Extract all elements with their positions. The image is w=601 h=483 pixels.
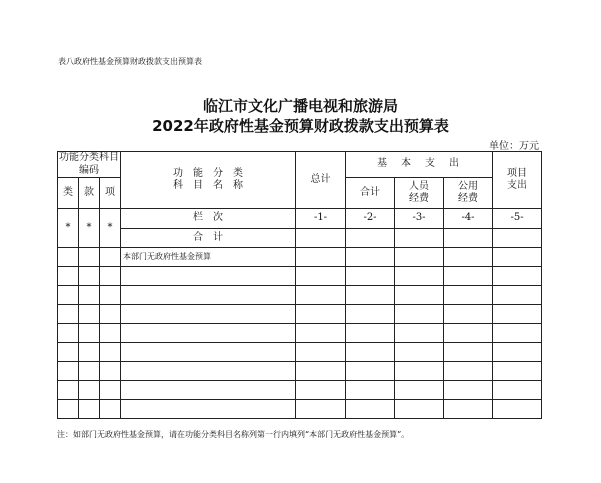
table-cell [444,343,493,362]
table-cell [296,343,346,362]
table-cell [58,381,79,400]
table-cell [296,286,346,305]
table-cell [79,286,100,305]
table-cell [395,248,444,267]
table-cell [121,324,296,343]
table-cell [395,381,444,400]
header-basic-expense: 基 本 支 出 [346,152,493,178]
table-cell [395,286,444,305]
first-row-func-name: 本部门无政府性基金预算 [121,248,296,267]
header-row [58,152,542,178]
column-index-5: -5- [493,209,542,229]
header-xiang: 项 [100,178,121,209]
header-kuan: 款 [79,178,100,209]
table-cell [100,305,121,324]
table-row [58,343,542,362]
header-personnel [395,178,444,209]
table-row [58,267,542,286]
table-cell [493,267,542,286]
header-project-line2: 支出 [507,180,528,191]
table-cell [493,324,542,343]
table-row [58,305,542,324]
table-cell [296,324,346,343]
header-project [493,152,542,209]
table-cell [444,381,493,400]
table-cell [444,267,493,286]
column-index-3: -3- [395,209,444,229]
header-func-code: 功能分类科目编码 [59,152,119,176]
star-kuan: * [79,209,100,248]
table-cell [346,400,395,419]
table-cell [444,324,493,343]
table-cell [100,286,121,305]
table-cell [346,267,395,286]
table-cell [493,248,542,267]
table-cell [346,381,395,400]
header-personnel-line2: 经费 [409,193,429,204]
table-cell [58,362,79,381]
table-cell [346,229,395,248]
header-func-name-line1: 功 能 分 类 [173,167,243,179]
table-cell [346,305,395,324]
star-xiang: * [100,209,121,248]
table-cell [395,324,444,343]
table-cell [79,248,100,267]
page-title: 临江市文化广播电视和旅游局 [202,97,398,115]
table-cell [296,400,346,419]
table-cell [493,343,542,362]
table-cell [58,248,79,267]
table-cell [296,381,346,400]
table-cell [58,343,79,362]
total-row [58,229,542,248]
table-cell [493,400,542,419]
header-total: 总计 [296,152,346,209]
table-cell [493,305,542,324]
table-cell [100,248,121,267]
table-cell [395,267,444,286]
document-label: 表八政府性基金预算财政拨款支出预算表 [58,57,202,66]
header-personnel-line1: 人员 [409,180,429,192]
column-index-label: 栏 次 [121,209,296,229]
table-cell [493,229,542,248]
table-cell [395,305,444,324]
table-cell [444,248,493,267]
footnote: 注：如部门无政府性基金预算，请在功能分类科目名称列第一行内填列“本部门无政府性基金预算”。 [57,430,410,439]
table-cell [346,362,395,381]
page-subtitle: 2022年政府性基金预算财政拨款支出预算表 [152,117,449,135]
table-cell [493,362,542,381]
table-cell [100,381,121,400]
table-cell [58,267,79,286]
table-cell [79,362,100,381]
table-cell [444,400,493,419]
header-func-name-line2: 科 目 名 称 [173,180,243,191]
table-cell [100,324,121,343]
table-cell [79,381,100,400]
header-public-line2: 经费 [458,193,478,204]
table-row [58,286,542,305]
table-cell [121,267,296,286]
table-row [58,362,542,381]
table-cell [493,381,542,400]
column-index-1: -1- [296,209,346,229]
table-cell [395,400,444,419]
table-cell [79,267,100,286]
table-cell [444,286,493,305]
table-cell [395,343,444,362]
table-cell [100,267,121,286]
table-cell [444,229,493,248]
table-cell [444,362,493,381]
table-cell [296,229,346,248]
unit-label: 单位：万元 [489,141,539,152]
table-cell [79,400,100,419]
index-row [58,209,542,229]
table-cell [395,229,444,248]
table-cell [346,324,395,343]
table-cell [121,305,296,324]
table-cell [346,343,395,362]
star-lei: * [58,209,79,248]
table-cell [346,248,395,267]
table-cell [100,343,121,362]
header-subtotal: 合计 [346,178,395,209]
table-cell [58,324,79,343]
table-row [58,324,542,343]
table-cell [121,286,296,305]
table-cell [79,305,100,324]
header-project-line1: 项目 [507,167,528,179]
total-row-label: 合 计 [121,229,296,248]
header-lei: 类 [58,178,79,209]
budget-table [57,151,542,419]
table-cell [58,400,79,419]
table-cell [346,286,395,305]
table-cell [58,305,79,324]
table-cell [121,362,296,381]
header-public-line1: 公用 [458,180,478,192]
table-cell [100,362,121,381]
table-cell [79,343,100,362]
table-cell [444,305,493,324]
header-public [444,178,493,209]
column-index-2: -2- [346,209,395,229]
table-cell [493,286,542,305]
table-cell [121,343,296,362]
table-cell [79,324,100,343]
table-cell [121,381,296,400]
table-cell [121,400,296,419]
table-cell [100,400,121,419]
table-row [58,400,542,419]
table-cell [296,267,346,286]
table-cell [395,362,444,381]
table-cell [296,248,346,267]
column-index-4: -4- [444,209,493,229]
table-row [58,248,542,267]
table-cell [58,286,79,305]
header-func-name [121,152,296,209]
table-row [58,381,542,400]
table-cell [296,362,346,381]
table-cell [296,305,346,324]
